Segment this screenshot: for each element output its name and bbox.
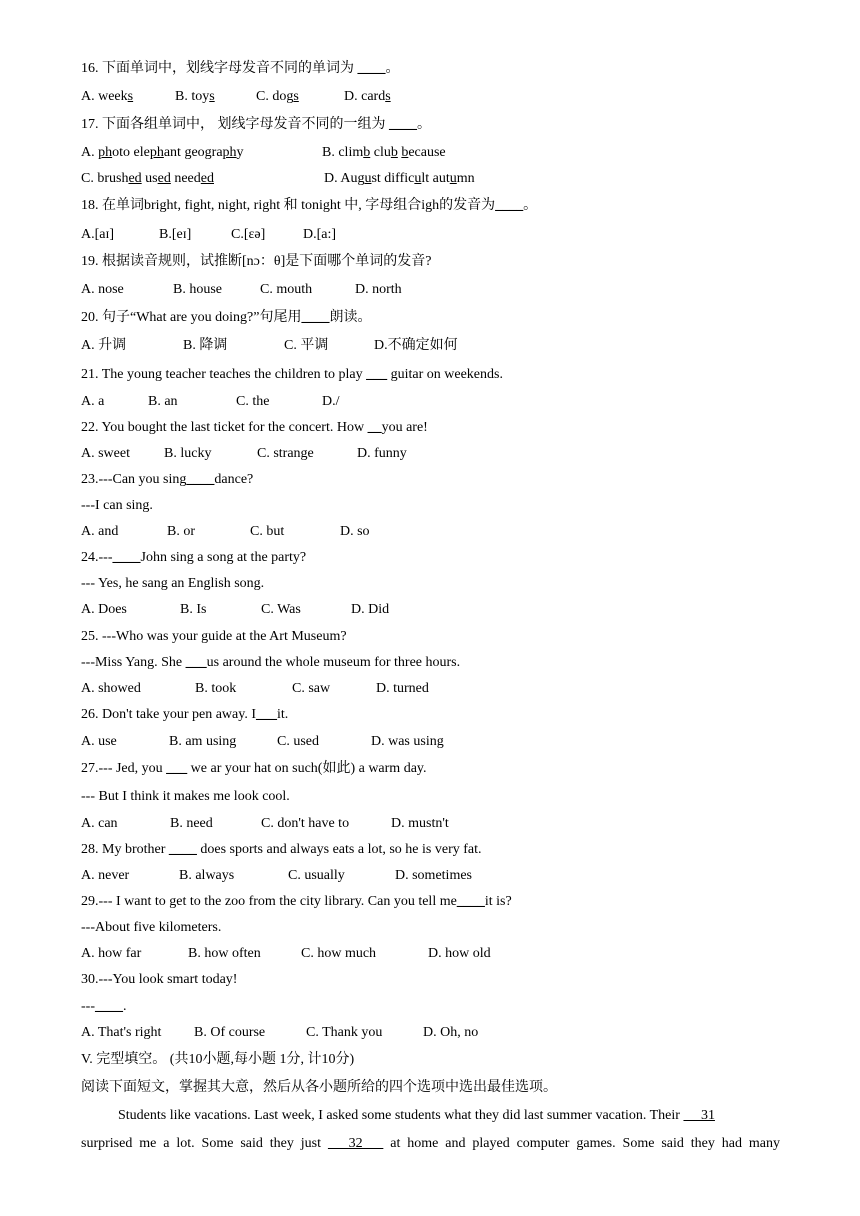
text-segment: A. a: [81, 394, 105, 409]
blank-underline: s: [209, 89, 215, 104]
text-segment: 22. You bought the last ticket for the concert. How: [81, 420, 368, 435]
text-segment: 。: [385, 61, 400, 76]
text-segment: 19. 根据读音规则，试推断[nɔ：θ]是下面哪个单词的发音?: [81, 254, 432, 269]
answer-option: [81, 393, 104, 411]
answer-option: [374, 337, 458, 355]
text-segment: 24.---: [81, 550, 113, 565]
text-segment: clu: [370, 145, 391, 160]
question-line: [81, 760, 427, 778]
text-segment: it is?: [484, 894, 512, 909]
text-segment: C. brush: [81, 171, 129, 186]
text-segment: 27.--- Jed, you: [81, 761, 167, 776]
text-segment: B. took: [195, 681, 237, 696]
answer-option: [261, 815, 349, 833]
answer-option: [231, 226, 265, 244]
text-segment: A. how far: [81, 946, 142, 961]
blank-underline: u: [414, 171, 422, 186]
question-line: [81, 309, 371, 327]
question-line: [81, 60, 400, 78]
text-segment: C. how much: [301, 946, 377, 961]
answer-option: [81, 815, 118, 833]
text-segment: 17. 下面各组单词中， 划线字母发音不同的一组为: [81, 117, 389, 132]
answer-option: [340, 523, 370, 541]
text-segment: John sing a song at the party?: [140, 550, 307, 565]
text-segment: 26. Don't take your pen away. I: [81, 707, 257, 722]
answer-option: [81, 733, 117, 751]
text-segment: D. was using: [371, 734, 444, 749]
answer-option: [81, 523, 118, 541]
text-segment: C. but: [250, 524, 285, 539]
text-segment: 朗读。: [329, 310, 372, 325]
blank-underline: ____: [168, 842, 197, 857]
blank-underline: ____: [186, 472, 215, 487]
answer-option: [324, 170, 475, 188]
answer-option: [236, 393, 269, 411]
text-segment: you are!: [381, 420, 428, 435]
question-line: [81, 116, 431, 134]
answer-option: [195, 680, 236, 698]
blank-underline: s: [127, 89, 134, 104]
blank-underline: u: [449, 171, 457, 186]
text-segment: B. an: [148, 394, 178, 409]
text-segment: 25. ---Who was your guide at the Art Museum?: [81, 629, 347, 644]
blank-underline: ____: [357, 61, 386, 76]
text-segment: D. card: [344, 89, 386, 104]
answer-option: [292, 680, 330, 698]
answer-option: [81, 281, 124, 299]
answer-option: [344, 88, 391, 106]
blank-underline: u: [364, 171, 372, 186]
text-segment: B. house: [173, 282, 222, 297]
answer-option: [175, 88, 215, 106]
answer-option: [170, 815, 213, 833]
blank-underline: ____: [301, 310, 330, 325]
answer-option: [256, 88, 299, 106]
text-segment: D. north: [355, 282, 402, 297]
text-segment: D. turned: [376, 681, 429, 696]
text-segment: A. use: [81, 734, 117, 749]
blank-underline: ph: [222, 145, 237, 160]
blank-underline: ____: [495, 198, 524, 213]
text-segment: D. mustn't: [391, 816, 449, 831]
text-segment: need: [170, 171, 201, 186]
text-segment: A. and: [81, 524, 119, 539]
question-line: [81, 919, 221, 937]
answer-option: [428, 945, 491, 963]
answer-option: [81, 337, 126, 355]
blank-underline: ed: [200, 171, 214, 186]
blank-underline: 31: [683, 1108, 715, 1123]
answer-option: [391, 815, 449, 833]
text-segment: B. 降调: [183, 338, 228, 353]
question-line: [81, 893, 512, 911]
passage-line: [118, 1107, 715, 1125]
text-segment: ecause: [408, 145, 446, 160]
answer-option: [357, 445, 407, 463]
text-segment: dance?: [214, 472, 254, 487]
answer-option: [423, 1024, 478, 1042]
blank-underline: b: [363, 145, 371, 160]
text-segment: guitar on weekends.: [387, 367, 503, 382]
text-segment: 。: [417, 117, 431, 132]
text-segment: C. the: [236, 394, 270, 409]
text-segment: A. nose: [81, 282, 124, 297]
answer-option: [180, 601, 206, 619]
text-segment: us: [141, 171, 158, 186]
text-segment: A. 升调: [81, 338, 127, 353]
text-segment: --- Yes, he sang an English song.: [81, 576, 265, 591]
text-segment: 16. 下面单词中，划线字母发音不同的单词为: [81, 61, 358, 76]
answer-option: [351, 601, 389, 619]
answer-option: [81, 144, 244, 162]
blank-underline: ph: [98, 145, 113, 160]
text-segment: ---About five kilometers.: [81, 920, 222, 935]
text-segment: B. toy: [175, 89, 210, 104]
text-segment: B. how often: [188, 946, 261, 961]
answer-option: [183, 337, 227, 355]
text-segment: .: [123, 999, 127, 1014]
text-segment: 28. My brother: [81, 842, 169, 857]
answer-option: [322, 144, 446, 162]
answer-option: [355, 281, 402, 299]
text-segment: C.[ɛə]: [231, 227, 266, 242]
answer-option: [288, 867, 345, 885]
question-line: [81, 788, 290, 806]
blank-underline: __: [367, 420, 382, 435]
text-segment: B. clim: [322, 145, 364, 160]
text-segment: C. dog: [256, 89, 294, 104]
text-segment: C. 平调: [284, 338, 329, 353]
text-segment: 。: [523, 198, 538, 213]
text-segment: A.[aɪ]: [81, 227, 115, 242]
text-segment: B. am using: [169, 734, 237, 749]
blank-underline: s: [293, 89, 299, 104]
text-segment: 30.---You look smart today!: [81, 972, 238, 987]
text-segment: A. sweet: [81, 446, 130, 461]
text-segment: C. Thank you: [306, 1025, 383, 1040]
answer-option: [179, 867, 234, 885]
text-segment: D. Oh, no: [423, 1025, 479, 1040]
answer-option: [173, 281, 222, 299]
text-segment: D. Aug: [324, 171, 365, 186]
question-line: [81, 1051, 354, 1069]
text-segment: 18. 在单词bright, fight, night, right 和 tonight 中, 字母组合igh的发音为: [81, 198, 496, 213]
text-segment: ---I can sing.: [81, 498, 153, 513]
text-segment: B. Of course: [194, 1025, 266, 1040]
answer-option: [277, 733, 319, 751]
text-segment: it.: [277, 707, 289, 722]
text-segment: y: [236, 145, 244, 160]
answer-option: [81, 1024, 161, 1042]
text-segment: A. That's right: [81, 1025, 162, 1040]
question-line: [81, 628, 347, 646]
text-segment: D. how old: [428, 946, 491, 961]
answer-option: [81, 226, 114, 244]
answer-option: [148, 393, 178, 411]
text-segment: V. 完型填空。 (共10小题,每小题 1分, 计10分): [81, 1052, 355, 1067]
answer-option: [81, 945, 141, 963]
blank-underline: ___: [185, 655, 207, 670]
answer-option: [81, 88, 133, 106]
text-segment: Students like vacations. Last week, I asked some students what they did last summer vacation. Their: [118, 1108, 684, 1123]
text-segment: D. Did: [351, 602, 390, 617]
answer-option: [257, 445, 314, 463]
question-line: [81, 419, 428, 437]
text-segment: A. Does: [81, 602, 127, 617]
question-line: [81, 575, 264, 593]
text-segment: D. so: [340, 524, 370, 539]
answer-option: [81, 867, 129, 885]
question-line: [81, 998, 127, 1016]
text-segment: B. Is: [180, 602, 207, 617]
passage-line: [81, 1135, 780, 1153]
blank-underline: ____: [456, 894, 485, 909]
question-line: [81, 471, 253, 489]
question-line: [81, 497, 153, 515]
text-segment: surprised me a lot. Some said they just: [81, 1136, 328, 1151]
text-segment: C. saw: [292, 681, 331, 696]
text-segment: C. mouth: [260, 282, 313, 297]
blank-underline: ____: [112, 550, 141, 565]
text-segment: ---: [81, 999, 95, 1014]
blank-underline: ____: [389, 117, 417, 132]
text-segment: B. always: [179, 868, 235, 883]
text-segment: st diffic: [371, 171, 415, 186]
text-segment: A. week: [81, 89, 128, 104]
text-segment: D. sometimes: [395, 868, 472, 883]
blank-underline: s: [385, 89, 391, 104]
blank-underline: ph: [149, 145, 164, 160]
text-segment: B. need: [170, 816, 213, 831]
text-segment: D. funny: [357, 446, 407, 461]
answer-option: [81, 170, 214, 188]
answer-option: [81, 445, 130, 463]
text-segment: C. usually: [288, 868, 345, 883]
text-segment: D.不确定如何: [374, 338, 458, 353]
answer-option: [167, 523, 195, 541]
answer-option: [284, 337, 328, 355]
answer-option: [376, 680, 429, 698]
text-segment: 29.--- I want to get to the zoo from the city library. Can you tell me: [81, 894, 457, 909]
blank-underline: 32: [327, 1136, 384, 1151]
text-segment: 23.---Can you sing: [81, 472, 187, 487]
blank-underline: ___: [166, 761, 188, 776]
answer-option: [395, 867, 472, 885]
text-segment: does sports and always eats a lot, so he is very fat.: [196, 842, 482, 857]
answer-option: [164, 445, 211, 463]
question-line: [81, 253, 431, 271]
answer-option: [301, 945, 376, 963]
text-segment: ant geogra: [163, 145, 223, 160]
text-segment: C. used: [277, 734, 319, 749]
question-line: [81, 841, 482, 859]
text-segment: A.: [81, 145, 99, 160]
text-segment: oto ele: [112, 145, 150, 160]
blank-underline: ___: [256, 707, 278, 722]
answer-option: [188, 945, 261, 963]
answer-option: [260, 281, 312, 299]
question-line: [81, 971, 237, 989]
text-segment: A. showed: [81, 681, 141, 696]
text-segment: A. never: [81, 868, 130, 883]
answer-option: [81, 601, 127, 619]
answer-option: [81, 680, 141, 698]
text-segment: we ar your hat on such(如此) a warm day.: [187, 761, 427, 776]
question-line: [81, 366, 503, 384]
text-segment: 20. 句子“What are you doing?”句尾用: [81, 310, 302, 325]
text-segment: C. Was: [261, 602, 301, 617]
text-segment: lt aut: [421, 171, 450, 186]
text-segment: A. can: [81, 816, 118, 831]
text-segment: us around the whole museum for three hours.: [206, 655, 461, 670]
blank-underline: ___: [366, 367, 388, 382]
text-segment: B. lucky: [164, 446, 212, 461]
blank-underline: ____: [95, 999, 123, 1014]
question-line: [81, 654, 460, 672]
text-segment: C. don't have to: [261, 816, 350, 831]
section-heading: [81, 1079, 557, 1097]
text-segment: at home and played computer games. Some said they had many: [383, 1136, 780, 1151]
blank-underline: ed: [157, 171, 171, 186]
answer-option: [306, 1024, 382, 1042]
answer-option: [194, 1024, 265, 1042]
blank-underline: ed: [128, 171, 142, 186]
text-segment: B.[eɪ]: [159, 227, 192, 242]
text-segment: --- But I think it makes me look cool.: [81, 789, 290, 804]
answer-option: [303, 226, 336, 244]
text-segment: D./: [322, 394, 340, 409]
blank-underline: b: [390, 145, 398, 160]
answer-option: [169, 733, 236, 751]
answer-option: [322, 393, 340, 411]
answer-option: [261, 601, 301, 619]
text-segment: 21. The young teacher teaches the children to play: [81, 367, 367, 382]
answer-option: [159, 226, 191, 244]
text-segment: mn: [456, 171, 475, 186]
text-segment: 阅读下面短文，掌握其大意，然后从各小题所给的四个选项中选出最佳选项。: [81, 1080, 557, 1095]
blank-underline: b: [401, 145, 409, 160]
text-segment: D.[a:]: [303, 227, 337, 242]
question-line: [81, 549, 306, 567]
text-segment: ---Miss Yang. She: [81, 655, 186, 670]
text-segment: B. or: [167, 524, 195, 539]
text-segment: C. strange: [257, 446, 314, 461]
question-line: [81, 706, 288, 724]
answer-option: [250, 523, 284, 541]
question-line: [81, 197, 537, 215]
answer-option: [371, 733, 444, 751]
